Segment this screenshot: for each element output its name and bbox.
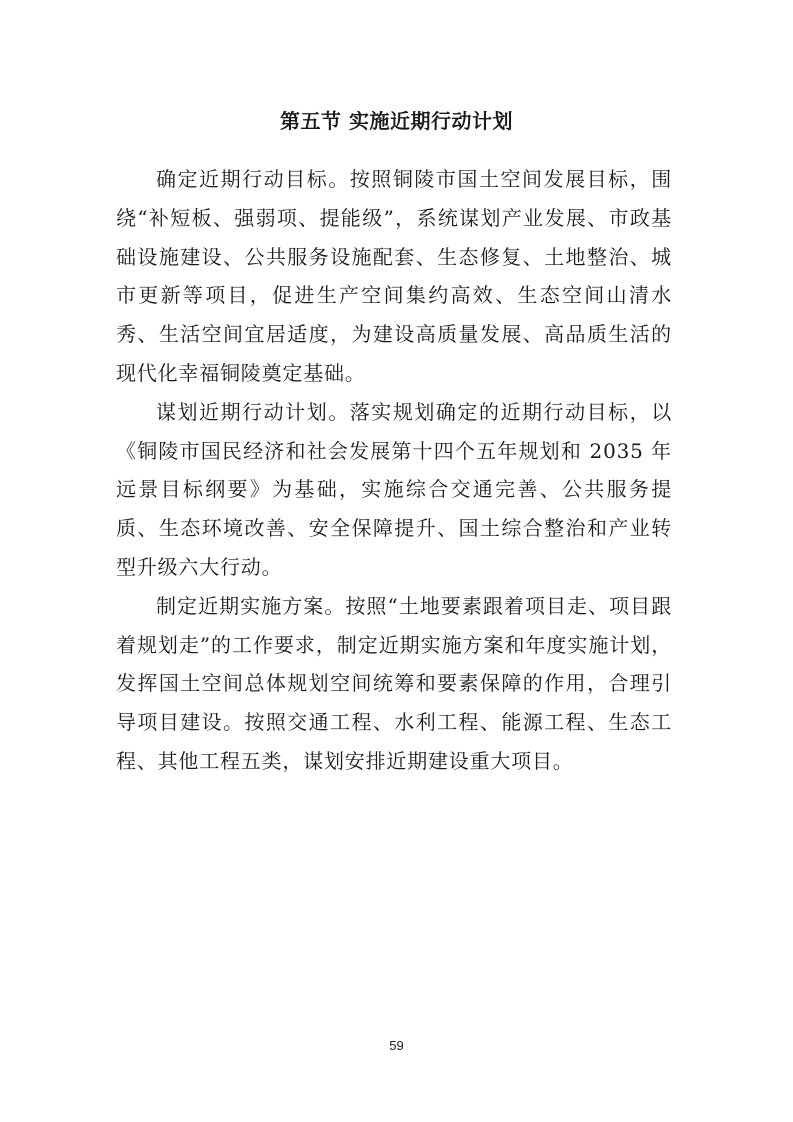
paragraph-near-term-goals: 确定近期行动目标。按照铜陵市国土空间发展目标，围绕“补短板、强弱项、提能级”，系统谋划产业发展、市政基础设施建设、公共服务设施配套、生态修复、土地整治、城市更新等项目，促进生产空间集约高效、生态空间山清水秀、生活空间宜居适度，为建设高质量发展、高品质生活的现代化幸福铜陵奠定基础。 [116, 167, 672, 385]
paragraph-near-term-plan: 谋划近期行动计划。落实规划确定的近期行动目标，以《铜陵市国民经济和社会发展第十四个五年规划和 2035 年远景目标纲要》为基础，实施综合交通完善、公共服务提质、生态环境改善、安全保障提升、国土综合整治和产业转型升级六大行动。 [116, 399, 672, 579]
section-title: 第五节 实施近期行动计划 [280, 109, 513, 133]
body-text [116, 160, 672, 781]
paragraph-implementation-scheme: 制定近期实施方案。按照“土地要素跟着项目走、项目跟着规划走”的工作要求，制定近期实施方案和年度实施计划，发挥国土空间总体规划空间统筹和要素保障的作用，合理引导项目建设。按照交通工程、水利工程、能源工程、生态工程、其他工程五类，谋划安排近期建设重大项目。 [116, 593, 672, 773]
page-number: 59 [389, 1038, 404, 1053]
